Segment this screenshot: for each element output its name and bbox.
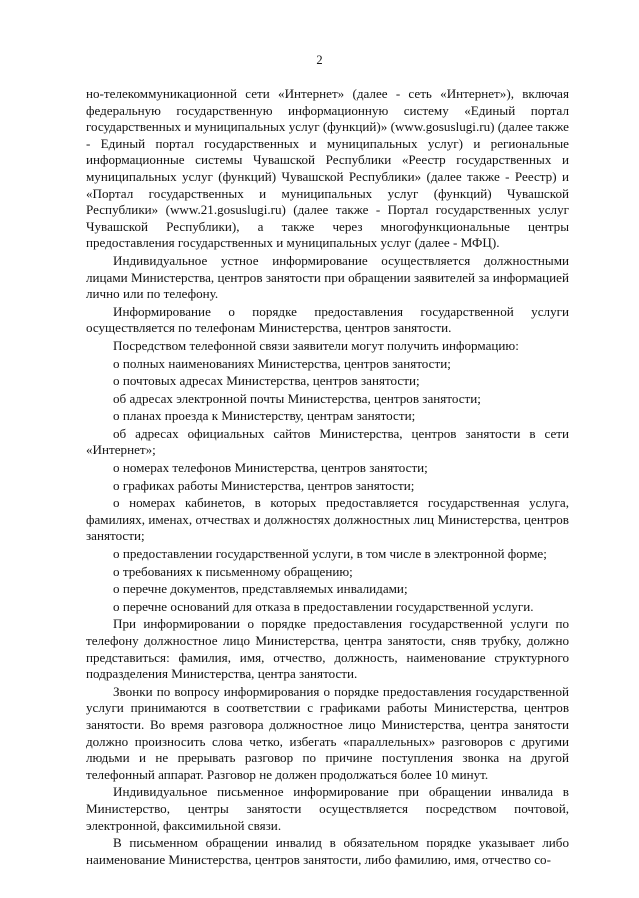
paragraph: Индивидуальное устное информирование осуществляется должностными лицами Министерства, центров занятости при обращении заявителей за информацией лично или по телефону. xyxy=(86,252,569,302)
list-item: об адресах электронной почты Министерства, центров занятости; xyxy=(113,390,481,406)
paragraph: Звонки по вопросу информирования о порядке предоставления государственной услуги принимаются в соответствии с графиками работы Министерства, центров занятости. Во время разговора должностное лицо Министерства, центра занятости должно произносить слова четко, избегать «параллельных» разговоров с другими людьми и не прерывать разговор по причине поступления звонка на другой телефонный аппарат. Разговор не должен продолжаться более 10 минут. xyxy=(86,683,569,782)
list-item: об адресах официальных сайтов Министерства, центров занятости в сети «Интернет»; xyxy=(86,425,569,458)
paragraph: В письменном обращении инвалид в обязательном порядке указывает либо наименование Министерства, центров занятости, либо фамилию, имя, отчество со- xyxy=(86,835,569,867)
list-item: о номерах телефонов Министерства, центров занятости; xyxy=(113,460,428,476)
paragraph: но-телекоммуникационной сети «Интернет» (далее - сеть «Интернет»), включая федеральную государственную информационную систему «Единый портал государственных и муниципальных услуг (функций)» (www.gosuslugi.ru) (далее также - Единый портал государственных и муниципальных услуг) и региональные информационные системы Чувашской Республики «Реестр государственных и муниципальных услуг (функций) Чувашской Республики» (далее также - Реестр) и «Портал государственных и муниципальных услуг (функций) Чувашской Республики» (www.21.gosuslugi.ru) (далее также - Портал государственных услуг Чувашской Республики), а также через многофункциональные центры предоставления государственных и муниципальных услуг (далее - МФЦ). xyxy=(86,86,569,251)
paragraph: Посредством телефонной связи заявители могут получить информацию: xyxy=(113,337,519,353)
list-item: о перечне оснований для отказа в предоставлении государственной услуги. xyxy=(113,598,534,614)
list-item: о требованиях к письменному обращению; xyxy=(113,563,353,579)
paragraph: При информировании о порядке предоставления государственной услуги по телефону должностное лицо Министерства, центра занятости, сняв трубку, должно представиться: фамилия, имя, отчество, должность, наименование структурного подразделения Министерства, центра занятости. xyxy=(86,616,569,682)
list-item: о предоставлении государственной услуги, в том числе в электронной форме; xyxy=(113,546,547,562)
list-item: о номерах кабинетов, в которых предоставляется государственная услуга, фамилиях, именах, отчествах и должностях должностных лиц Министерства, центров занятости; xyxy=(86,495,569,544)
document-body xyxy=(86,86,569,869)
list-item: о перечне документов, представляемых инвалидами; xyxy=(113,581,408,597)
paragraph: Индивидуальное письменное информирование при обращении инвалида в Министерство, центры занятости осуществляется посредством почтовой, электронной, факсимильной связи. xyxy=(86,784,569,833)
page-number: 2 xyxy=(316,53,323,67)
paragraph: Информирование о порядке предоставления государственной услуги осуществляется по телефонам Министерства, центров занятости. xyxy=(86,303,569,336)
list-item: о полных наименованиях Министерства, центров занятости; xyxy=(113,355,451,371)
list-item: о графиках работы Министерства, центров занятости; xyxy=(113,477,415,493)
list-item: о почтовых адресах Министерства, центров занятости; xyxy=(113,373,420,389)
list-item: о планах проезда к Министерству, центрам занятости; xyxy=(113,408,416,424)
